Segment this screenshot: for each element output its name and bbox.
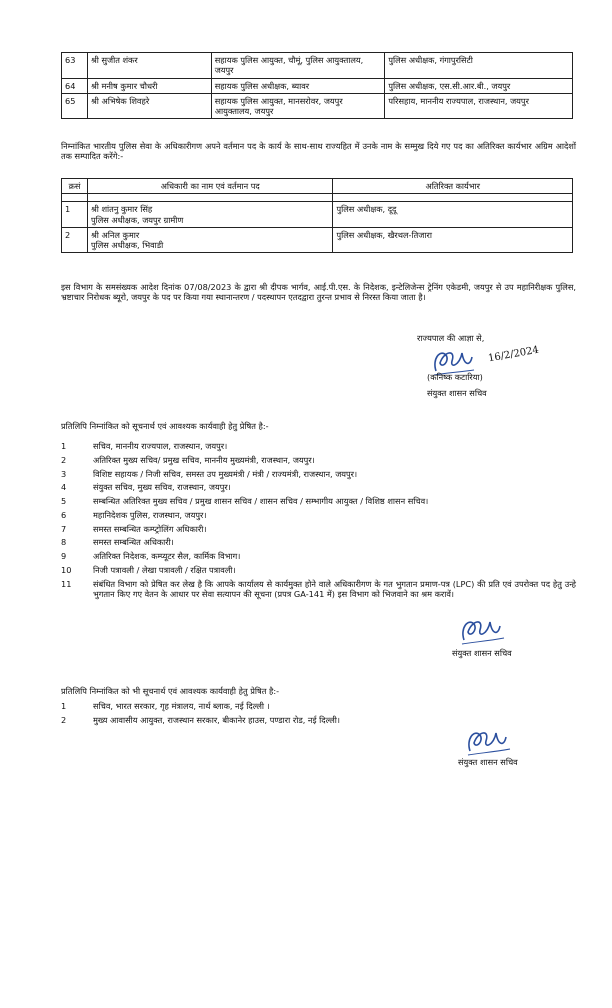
by-order-text: राज्यपाल की आज्ञा से,	[417, 333, 485, 343]
copy-intro: प्रतिलिपि निम्नांकित को सूचनार्थ एवं आवश्यक कार्यवाही हेतु प्रेषित है:-	[61, 421, 269, 431]
posting-table	[61, 52, 573, 119]
copy-list	[61, 441, 576, 603]
officer-name: श्री शांतनु कुमार सिंह	[90, 204, 153, 215]
serial-number: 65	[62, 93, 88, 119]
list-item: 8 समस्त सम्बन्धित अधिकारी।	[61, 537, 174, 548]
additional-charge-paragraph: निम्नांकित भारतीय पुलिस सेवा के अधिकारीगण अपने वर्तमान पद के कार्य के साथ-साथ राज्यहित में उनके नाम के सम्मुख दिये गए पद का अतिरिक्त कार्यभार अग्रिम आदेशों तक सम्पादित करेंगे:-	[61, 141, 576, 162]
list-item: 2 अतिरिक्त मुख्य सचिव/ प्रमुख सचिव, माननीय मुख्यमंत्री, राजस्थान, जयपुर।	[61, 454, 315, 465]
serial-number: 64	[62, 78, 88, 93]
list-item: 9 अतिरिक्त निदेशक, कम्प्यूटर सैल, कार्मिक विभाग।	[61, 551, 241, 561]
current-post: सहायक पुलिस आयुक्त, चौमूं, पुलिस आयुक्तालय, जयपुर	[211, 53, 385, 79]
table-row	[62, 93, 573, 119]
list-item: 2 मुख्य आवासीय आयुक्त, राजस्थान सरकार, बीकानेर हाउस, पण्डारा रोड, नई दिल्ली।	[61, 714, 341, 725]
new-post: परिसहाय, माननीय राज्यपाल, राजस्थान, जयपुर	[385, 93, 573, 119]
header-charge: अतिरिक्त कार्यभार	[333, 179, 573, 194]
additional-charge: पुलिस अधीक्षक, दूदू	[333, 202, 573, 228]
list-item: 1 सचिव, भारत सरकार, गृह मंत्रालय, नार्थ ब्लाक, नई दिल्ली ।	[61, 701, 270, 711]
signature-image	[464, 723, 512, 759]
table-row	[62, 53, 573, 79]
current-post: सहायक पुलिस अधीक्षक, ब्यावर	[211, 78, 385, 93]
table-header-row	[62, 179, 573, 194]
list-item: 10 निजी पत्रावली / लेखा पत्रावली / रक्षित पत्रावली।	[61, 564, 236, 575]
current-post: सहायक पुलिस आयुक्त, मानसरोवर, जयपुर आयुक्तालय, जयपुर	[211, 93, 385, 119]
signature-image	[458, 612, 506, 648]
table-row	[62, 202, 573, 228]
officer-name: श्री सुजीत शंकर	[87, 53, 211, 79]
signatory-designation: संयुक्त शासन सचिव	[452, 648, 512, 658]
officer-name: श्री मनीष कुमार चौधरी	[87, 78, 211, 93]
list-item: 6 महानिदेशक पुलिस, राजस्थान, जयपुर।	[61, 509, 207, 520]
list-item: 3 विशिष्ट सहायक / निजी सचिव, समस्त उप मुख्यमंत्री / मंत्री / राज्यमंत्री, राजस्थान, जयपुर।	[61, 468, 358, 479]
header-serial: क्रसं	[62, 179, 88, 194]
serial-number: 1	[62, 202, 88, 228]
list-item: 4 संयुक्त सचिव, मुख्य सचिव, राजस्थान, जयपुर।	[61, 482, 231, 493]
header-officer: अधिकारी का नाम एवं वर्तमान पद	[87, 179, 333, 194]
current-post: पुलिस अधीक्षक, जयपुर ग्रामीण	[90, 214, 184, 225]
signatory-designation: संयुक्त शासन सचिव	[427, 388, 487, 398]
copy-intro: प्रतिलिपि निम्नांकित को भी सूचनार्थ एवं आवश्यक कार्यवाही हेतु प्रेषित है:-	[61, 686, 280, 696]
serial-number: 63	[62, 53, 88, 79]
signature-date: 16/2/2024	[487, 344, 540, 365]
list-item: 11 संबंधित विभाग को प्रेषित कर लेख है कि आपके कार्यालय से कार्यमुक्त होने वाले अधिकारीगण के गत भुगतान प्रमाण-पत्र (LPC) की प्रति एवं उपरोक्त पद हेतु उन्हे भुगतान किए गए वेतन के आधार पर सेवा सत्यापन की सूचना (प्रपत्र GA-141 में) इस विभाग को भिजवाने का श्रम करावें।	[61, 578, 576, 599]
new-post: पुलिस अधीक्षक, गंगापुरसिटी	[385, 53, 573, 79]
additional-charge-table	[61, 178, 573, 253]
table-row	[62, 227, 573, 253]
cancellation-paragraph: इस विभाग के समसंख्यक आदेश दिनांक 07/08/2023 के द्वारा श्री दीपक भार्गव, आई.पी.एस. के निदेशक, इन्टेलिजेन्स ट्रेनिंग एकेडमी, जयपुर से उप महानिरीक्षक पुलिस, भ्रष्टाचार निरोधक ब्यूरो, जयपुर के पद पर किया गया स्थानान्तरण / पदस्थापन एतदद्वारा तुरन्त प्रभाव से निरस्त किया जाता है।	[61, 282, 576, 303]
list-item: 7 समस्त सम्बन्धित कम्प्ट्रोलिंग अधिकारी।	[61, 523, 207, 534]
officer-name: श्री अनिल कुमार	[90, 229, 140, 240]
new-post: पुलिस अधीक्षक, एस.सी.आर.बी., जयपुर	[385, 78, 573, 93]
current-post: पुलिस अधीक्षक, भिवाडी	[90, 240, 164, 250]
signatory-designation: संयुक्त शासन सचिव	[458, 757, 518, 767]
officer-name: श्री अभिषेक शिवहरे	[87, 93, 211, 119]
additional-charge: पुलिस अधीक्षक, खैरथल-तिजारा	[333, 227, 573, 253]
list-item: 5 सम्बन्धित अतिरिक्त मुख्य सचिव / प्रमुख शासन सचिव / शासन सचिव / सम्भागीय आयुक्त / विशिष्ठ शासन सचिव।	[61, 496, 429, 506]
serial-number: 2	[62, 227, 88, 253]
list-item: 1 सचिव, माननीय राज्यपाल, राजस्थान, जयपुर।	[61, 441, 228, 451]
table-row	[62, 78, 573, 93]
signatory-name: (कनिष्क कटारिया)	[427, 372, 483, 382]
